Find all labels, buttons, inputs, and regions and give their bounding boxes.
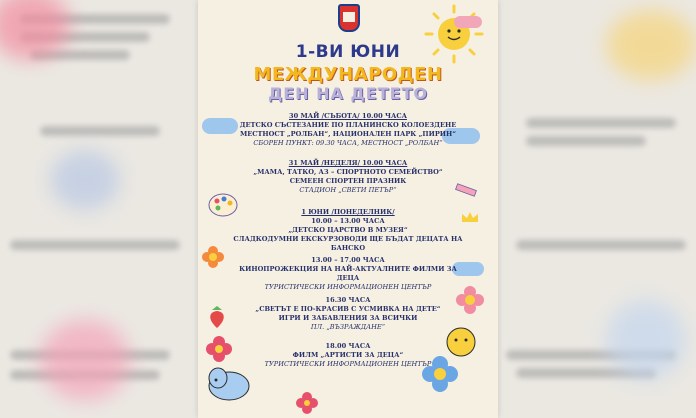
event-line: СЕМЕЕН СПОРТЕН ПРАЗНИК (289, 177, 407, 185)
event-line: „ДЕТСКО ЦАРСТВО В МУЗЕЯ“ (288, 226, 408, 234)
event-line: ИГРИ И ЗАБАВЛЕНИЯ ЗА ВСИЧКИ (278, 314, 418, 322)
event-heading: 1 ЮНИ /ПОНЕДЕЛНИК/ (301, 208, 395, 216)
event-block (228, 342, 468, 369)
event-note: ТУРИСТИЧЕСКИ ИНФОРМАЦИОНЕН ЦЕНТЪР (264, 360, 432, 368)
event-block (228, 208, 468, 253)
event-line: 16.30 ЧАСА (325, 296, 371, 304)
flower-icon (202, 246, 224, 268)
flower-icon (296, 392, 318, 414)
title-main: МЕЖДУНАРОДЕН (253, 64, 443, 85)
event-line: МЕСТНОСТ „РОЛБАН“, НАЦИОНАЛЕН ПАРК „ПИРИН“ (239, 130, 457, 138)
event-note: ПЛ. „ВЪЗРАЖДАНЕ“ (310, 323, 386, 331)
event-note: ТУРИСТИЧЕСКИ ИНФОРМАЦИОНЕН ЦЕНТЪР (264, 283, 432, 291)
event-line: 13.00 – 17.00 ЧАСА (311, 256, 385, 264)
event-note: СБОРЕН ПУНКТ: 09.30 ЧАСА, МЕСТНОСТ „РОЛБАН“ (253, 139, 443, 147)
blurred-background-left (0, 0, 210, 418)
event-line: 10.00 – 13.00 ЧАСА (311, 217, 385, 225)
event-heading: 31 МАЙ /НЕДЕЛЯ/ 10.00 ЧАСА (288, 159, 408, 167)
poster (198, 0, 498, 418)
title-sub: ДЕН НА ДЕТЕТО (267, 84, 429, 103)
event-block (228, 159, 468, 195)
strawberry-icon (206, 304, 228, 330)
title-date: 1-ВИ ЮНИ (295, 42, 401, 62)
coat-of-arms-icon (338, 4, 360, 32)
event-line: 18.00 ЧАСА (325, 342, 371, 350)
event-line: КИНОПРОЖЕКЦИЯ НА НАЙ-АКТУАЛНИТЕ ФИЛМИ ЗА ДЕЦА (239, 265, 457, 282)
event-line: ДЕТСКО СЪСТЕЗАНИЕ ПО ПЛАНИНСКО КОЛОЕЗДЕНЕ (239, 121, 457, 129)
event-block (228, 296, 468, 332)
event-line: „СВЕТЪТ Е ПО-КРАСИВ С УСМИВКА НА ДЕТЕ“ (255, 305, 441, 313)
event-line: СЛАДКОДУМНИ ЕКСКУРЗОВОДИ ЩЕ БЪДАТ ДЕЦАТА НА БАНСКО (233, 235, 463, 252)
event-block (228, 112, 468, 148)
event-heading: 30 МАЙ /СЪБОТА/ 10.00 ЧАСА (289, 112, 407, 120)
cloud-icon (454, 16, 482, 28)
event-line: ФИЛМ „АРТИСТИ ЗА ДЕЦА“ (292, 351, 404, 359)
event-line: „МАМА, ТАТКО, АЗ – СПОРТНОТО СЕМЕЙСТВО“ (253, 168, 443, 176)
event-note: СТАДИОН „СВЕТИ ПЕТЪР“ (299, 186, 397, 194)
blurred-background-right (486, 0, 696, 418)
event-block (228, 256, 468, 292)
